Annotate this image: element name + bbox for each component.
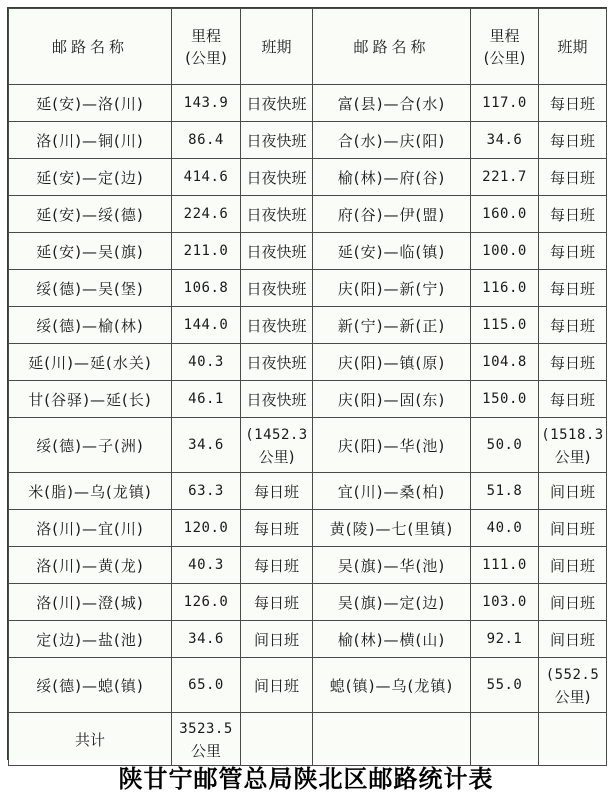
- table-row: [9, 344, 607, 381]
- frequency-cell: 每日班: [241, 584, 313, 621]
- distance-cell: 40.3: [172, 344, 241, 381]
- frequency-cell: 日夜快班: [241, 344, 313, 381]
- frequency-cell: 间日班: [539, 473, 607, 510]
- route-name-cell: 洛(川)—宜(川): [9, 510, 172, 547]
- route-name-cell: 吴(旗)—华(池): [313, 547, 471, 584]
- frequency-cell: 日夜快班: [241, 85, 313, 122]
- route-name-cell: 绥(德)—子(洲): [9, 418, 172, 473]
- total-unit: 公里: [190, 741, 221, 760]
- table-row: [9, 307, 607, 344]
- frequency-cell: 每日班: [539, 307, 607, 344]
- distance-cell: 115.0: [471, 307, 539, 344]
- route-name-cell: 绥(德)—吴(堡): [9, 270, 172, 307]
- frequency-cell: 日夜快班: [241, 196, 313, 233]
- route-name-cell: 甘(谷驿)—延(长): [9, 381, 172, 418]
- distance-cell: 150.0: [471, 381, 539, 418]
- subtotal-unit: 公里): [554, 687, 591, 706]
- total-row: [9, 713, 607, 766]
- subtotal-cell: [539, 658, 607, 713]
- route-name-cell: 吴(旗)—定(边): [313, 584, 471, 621]
- frequency-cell: 日夜快班: [241, 270, 313, 307]
- distance-cell: 116.0: [471, 270, 539, 307]
- distance-cell: 34.6: [172, 621, 241, 658]
- table-row: [9, 621, 607, 658]
- subtotal-cell: [539, 418, 607, 473]
- route-name-cell: 黄(陵)—七(里镇): [313, 510, 471, 547]
- postal-route-table-frame: [7, 7, 607, 760]
- frequency-cell: 每日班: [539, 159, 607, 196]
- distance-cell: 103.0: [471, 584, 539, 621]
- route-name-cell: 榆(林)—府(谷): [313, 159, 471, 196]
- postal-route-table: [8, 8, 607, 766]
- route-name-cell: 洛(川)—铜(川): [9, 122, 172, 159]
- table-row: [9, 159, 607, 196]
- frequency-cell: 每日班: [539, 122, 607, 159]
- distance-cell: 143.9: [172, 85, 241, 122]
- route-name-cell: 新(宁)—新(正): [313, 307, 471, 344]
- distance-cell: 221.7: [471, 159, 539, 196]
- frequency-cell: 间日班: [539, 584, 607, 621]
- route-name-cell: 定(边)—盐(池): [9, 621, 172, 658]
- header-route-name-left: 邮路名称: [9, 9, 172, 85]
- route-name-cell: 延(安)—临(镇): [313, 233, 471, 270]
- empty-cell: [471, 713, 539, 766]
- table-row: [9, 584, 607, 621]
- empty-cell: [313, 713, 471, 766]
- distance-cell: 100.0: [471, 233, 539, 270]
- subtotal-value: (1518.3: [541, 426, 604, 443]
- header-route-name-right: 邮路名称: [313, 9, 471, 85]
- route-name-cell: 宜(川)—桑(柏): [313, 473, 471, 510]
- frequency-cell: 间日班: [539, 510, 607, 547]
- distance-cell: 120.0: [172, 510, 241, 547]
- table-row: [9, 381, 607, 418]
- subtotal-cell: [241, 418, 313, 473]
- route-name-cell: 绥(德)—螅(镇): [9, 658, 172, 713]
- table-row: [9, 196, 607, 233]
- distance-cell: 111.0: [471, 547, 539, 584]
- route-name-cell: 庆(阳)—新(宁): [313, 270, 471, 307]
- distance-cell: 55.0: [471, 658, 539, 713]
- distance-cell: 50.0: [471, 418, 539, 473]
- frequency-cell: 日夜快班: [241, 122, 313, 159]
- route-name-cell: 螅(镇)—乌(龙镇): [313, 658, 471, 713]
- distance-cell: 65.0: [172, 658, 241, 713]
- table-row: [9, 547, 607, 584]
- frequency-cell: 每日班: [539, 270, 607, 307]
- table-row: [9, 510, 607, 547]
- frequency-cell: 间日班: [241, 658, 313, 713]
- route-name-cell: 榆(林)—横(山): [313, 621, 471, 658]
- subtotal-unit: 公里): [258, 447, 295, 466]
- frequency-cell: 间日班: [241, 621, 313, 658]
- frequency-cell: 每日班: [539, 233, 607, 270]
- empty-cell: [241, 713, 313, 766]
- table-row: [9, 85, 607, 122]
- route-name-cell: 府(谷)—伊(盟): [313, 196, 471, 233]
- frequency-cell: 每日班: [539, 381, 607, 418]
- distance-cell: 211.0: [172, 233, 241, 270]
- route-name-cell: 富(县)—合(水): [313, 85, 471, 122]
- distance-cell: 34.6: [471, 122, 539, 159]
- route-name-cell: 延(安)—绥(德): [9, 196, 172, 233]
- frequency-cell: 每日班: [539, 85, 607, 122]
- subtotal-unit: 公里): [554, 447, 591, 466]
- empty-cell: [539, 713, 607, 766]
- distance-cell: 117.0: [471, 85, 539, 122]
- route-name-cell: 洛(川)—黄(龙): [9, 547, 172, 584]
- route-name-cell: 庆(阳)—固(东): [313, 381, 471, 418]
- frequency-cell: 日夜快班: [241, 307, 313, 344]
- frequency-cell: 每日班: [539, 344, 607, 381]
- distance-cell: 224.6: [172, 196, 241, 233]
- route-name-cell: 绥(德)—榆(林): [9, 307, 172, 344]
- frequency-cell: 每日班: [539, 196, 607, 233]
- distance-cell: 34.6: [172, 418, 241, 473]
- header-frequency-right: 班期: [539, 9, 607, 85]
- header-distance-right: 里程 (公里): [471, 9, 539, 85]
- table-row: [9, 418, 607, 473]
- distance-cell: 414.6: [172, 159, 241, 196]
- distance-cell: 86.4: [172, 122, 241, 159]
- route-name-cell: 庆(阳)—镇(原): [313, 344, 471, 381]
- header-distance-left: 里程 (公里): [172, 9, 241, 85]
- table-row: [9, 122, 607, 159]
- total-label: 共计: [9, 713, 172, 766]
- route-name-cell: 延(川)—延(水关): [9, 344, 172, 381]
- table-row: [9, 270, 607, 307]
- route-name-cell: 合(水)—庆(阳): [313, 122, 471, 159]
- header-frequency-left: 班期: [241, 9, 313, 85]
- distance-cell: 40.3: [172, 547, 241, 584]
- distance-cell: 46.1: [172, 381, 241, 418]
- distance-cell: 160.0: [471, 196, 539, 233]
- distance-cell: 104.8: [471, 344, 539, 381]
- route-name-cell: 延(安)—定(边): [9, 159, 172, 196]
- frequency-cell: 日夜快班: [241, 159, 313, 196]
- frequency-cell: 每日班: [241, 473, 313, 510]
- route-name-cell: 延(安)—洛(川): [9, 85, 172, 122]
- distance-cell: 51.8: [471, 473, 539, 510]
- route-name-cell: 延(安)—吴(旗): [9, 233, 172, 270]
- distance-cell: 144.0: [172, 307, 241, 344]
- route-name-cell: 庆(阳)—华(池): [313, 418, 471, 473]
- route-name-cell: 洛(川)—澄(城): [9, 584, 172, 621]
- distance-cell: 40.0: [471, 510, 539, 547]
- frequency-cell: 每日班: [241, 510, 313, 547]
- frequency-cell: 间日班: [539, 621, 607, 658]
- subtotal-value: (1452.3: [245, 426, 308, 443]
- table-row: [9, 473, 607, 510]
- total-value-cell: [172, 713, 241, 766]
- table-row: [9, 233, 607, 270]
- frequency-cell: 每日班: [241, 547, 313, 584]
- distance-cell: 126.0: [172, 584, 241, 621]
- subtotal-value: (552.5: [545, 666, 600, 683]
- frequency-cell: 间日班: [539, 547, 607, 584]
- frequency-cell: 日夜快班: [241, 233, 313, 270]
- total-value: 3523.5: [179, 720, 233, 737]
- header-row: [9, 9, 607, 85]
- distance-cell: 63.3: [172, 473, 241, 510]
- distance-cell: 92.1: [471, 621, 539, 658]
- table-row: [9, 658, 607, 713]
- table-caption: 陕甘宁邮管总局陕北区邮路统计表: [118, 765, 494, 793]
- frequency-cell: 日夜快班: [241, 381, 313, 418]
- distance-cell: 106.8: [172, 270, 241, 307]
- route-name-cell: 米(脂)—乌(龙镇): [9, 473, 172, 510]
